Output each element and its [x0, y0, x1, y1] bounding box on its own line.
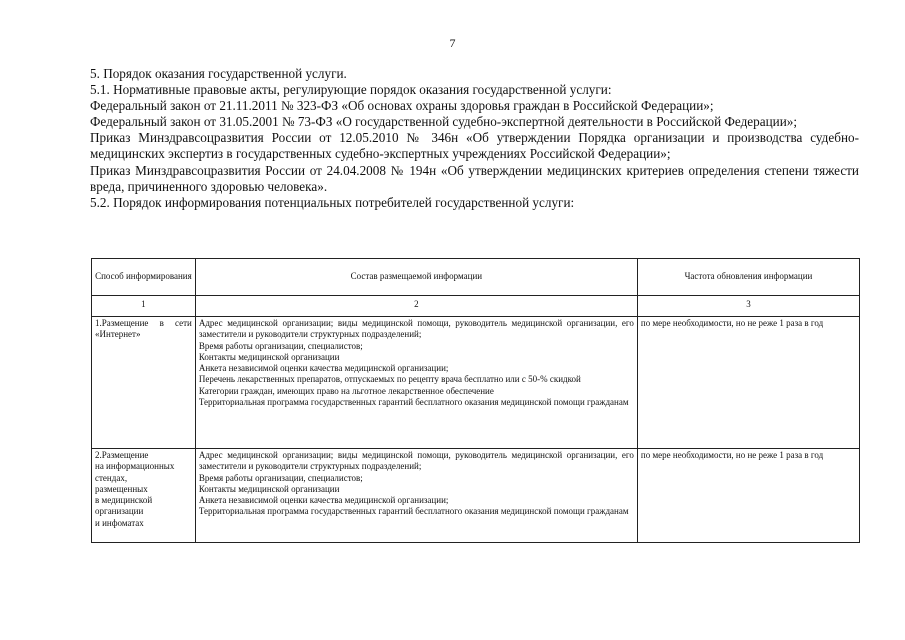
method-line: размещенных	[95, 483, 148, 494]
content-line: Время работы организации, специалистов;	[198, 472, 363, 483]
content-line: Адрес медицинской организации; виды медицинской помощи, руководитель медицинской организации, его заместители и руководители структурных подразделений;	[198, 450, 634, 472]
content-line: Территориальная программа государственных гарантий бесплатного оказания медицинской помощи гражданам	[198, 506, 629, 517]
section-heading: 5. Порядок оказания государственной услуги.	[90, 66, 347, 81]
frequency-cell: по мере необходимости, но не реже 1 раза в год	[637, 449, 859, 543]
content-line: Категории граждан, имеющих право на льготное лекарственное обеспечение	[198, 385, 494, 396]
legal-act-item: Приказ Минздравсоцразвития России от 12.05.2010 № 346н «Об утверждении Порядка организации и производства судебно-медицинских экспертиз в государственных судебно-экспертных учреждениях Российской Федерации»;	[90, 130, 859, 162]
table-header-cell: Состав размещаемой информации	[195, 259, 637, 296]
subsection-heading: 5.2. Порядок информирования потенциальных потребителей государственной услуги:	[90, 194, 575, 210]
content-cell	[195, 449, 637, 543]
content-line: Перечень лекарственных препаратов, отпускаемых по рецепту врача бесплатно или с 50-% скидкой	[198, 374, 581, 385]
table-number-row	[92, 296, 860, 317]
content-cell	[195, 317, 637, 449]
content-line: Контакты медицинской организации	[198, 351, 340, 362]
method-line: в медицинской	[95, 495, 153, 506]
table-header-cell: Способ информирования	[92, 259, 196, 296]
column-number: 2	[195, 296, 637, 317]
content-line: Контакты медицинской организации	[198, 483, 340, 494]
table-header-row	[92, 259, 860, 296]
method-line: и инфоматах	[95, 517, 144, 528]
method-line: 2.Размещение	[95, 450, 149, 460]
content-line: Время работы организации, специалистов;	[198, 340, 363, 351]
page-number: 7	[449, 36, 456, 50]
subsection-heading: 5.1. Нормативные правовые акты, регулирующие порядок оказания государственной услуги:	[90, 82, 612, 98]
content-line: Анкета независимой оценки качества медицинской организации;	[198, 495, 449, 506]
legal-act-item: Федеральный закон от 31.05.2001 № 73-ФЗ «О государственной судебно-экспертной деятельности в Российской Федерации»;	[90, 114, 798, 130]
legal-act-item: Федеральный закон от 21.11.2011 № 323-ФЗ «Об основах охраны здоровья граждан в Российской Федерации»;	[90, 98, 714, 114]
method-line: на информационных	[95, 461, 175, 472]
method-cell	[92, 449, 196, 543]
legal-act-item: Приказ Минздравсоцразвития России от 24.04.2008 № 194н «Об утверждении медицинских критериев определения степени тяжести вреда, причиненного здоровью человека».	[90, 162, 859, 194]
table-header-cell: Частота обновления информации	[637, 259, 859, 296]
column-number: 1	[92, 296, 196, 317]
column-number: 3	[637, 296, 859, 317]
content-line: Территориальная программа государственных гарантий бесплатного оказания медицинской помощи гражданам	[198, 397, 629, 408]
document-body	[90, 66, 859, 211]
method-cell: 1.Размещение в сети «Интернет»	[92, 317, 196, 449]
table-row	[92, 449, 860, 543]
method-line: стендах,	[95, 472, 128, 483]
content-line: Анкета независимой оценки качества медицинской организации;	[198, 363, 449, 374]
method-line: организации	[95, 506, 144, 517]
table-row	[92, 317, 860, 449]
frequency-cell: по мере необходимости, но не реже 1 раза в год	[637, 317, 859, 449]
content-line: Адрес медицинской организации; виды медицинской помощи, руководитель медицинской организации, его заместители и руководители структурных подразделений;	[198, 318, 634, 340]
information-table	[91, 258, 860, 543]
